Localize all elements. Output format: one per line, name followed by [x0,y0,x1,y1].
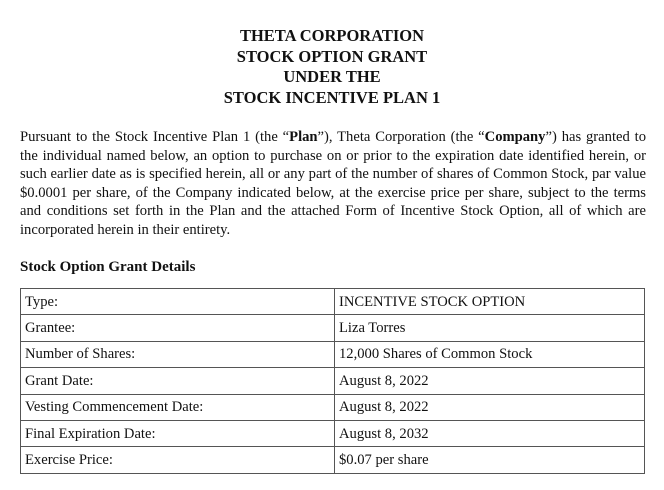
row-value-grantee: Liza Torres [335,315,645,341]
table-row [21,289,645,315]
title-line-grant: STOCK OPTION GRANT [236,46,428,66]
table-row [21,315,645,341]
grant-details-table [20,288,645,474]
row-value-expiration-date: August 8, 2032 [335,420,645,446]
table-row [21,420,645,446]
table-row [21,447,645,473]
title-line-company: THETA CORPORATION [239,26,425,45]
title-line-plan: STOCK INCENTIVE PLAN 1 [223,87,441,107]
row-label-shares: Number of Shares: [21,341,335,367]
row-label-expiration-date: Final Expiration Date: [21,420,335,446]
grant-details-heading: Stock Option Grant Details [20,259,196,275]
title-line-under: UNDER THE [283,67,381,86]
row-value-type: INCENTIVE STOCK OPTION [335,289,645,315]
row-value-grant-date: August 8, 2022 [335,368,645,394]
row-label-grant-date: Grant Date: [21,368,335,394]
row-value-vesting-date: August 8, 2022 [335,394,645,420]
intro-text-1: Pursuant to the Stock Incentive Plan 1 (the “ [20,129,290,145]
row-label-grantee: Grantee: [21,315,335,341]
row-value-shares: 12,000 Shares of Common Stock [335,341,645,367]
document-title [0,26,664,108]
intro-text-3: ”) has granted to the individual named below, an option to purchase on or prior to the expiration date identified herein, or such earlier date as is specified herein, all or any part of the number of shares of Common Stock, par value $0.0001 per share, of the Company indicated below, at the exercise price per share, subject to the terms and conditions set forth in the Plan and the attached Form of Incentive Stock Option, all of which are incorporated herein in their entirety. [20,129,646,238]
row-label-exercise-price: Exercise Price: [21,447,335,473]
plan-defined-term: Plan [289,129,318,145]
intro-paragraph [20,128,646,240]
table-row [21,394,645,420]
table-row [21,368,645,394]
intro-text-2: ”), Theta Corporation (the “ [317,129,485,145]
table-row [21,341,645,367]
row-label-vesting-date: Vesting Commencement Date: [21,394,335,420]
company-defined-term: Company [484,129,546,145]
row-label-type: Type: [21,289,335,315]
row-value-exercise-price: $0.07 per share [335,447,645,473]
